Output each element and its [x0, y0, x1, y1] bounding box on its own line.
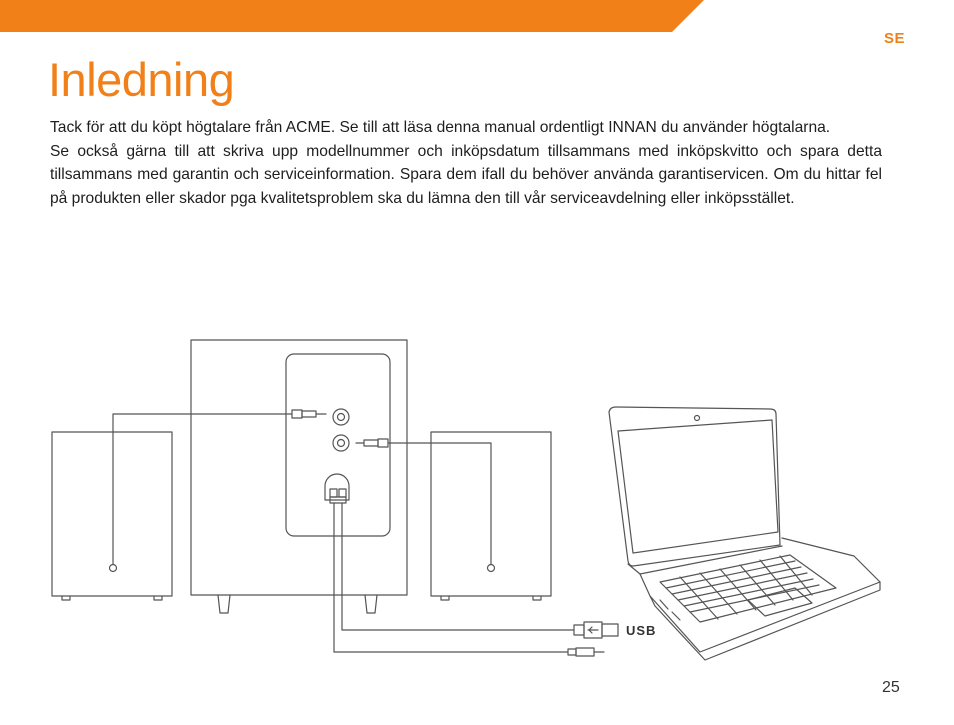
- left-satellite-speaker: [52, 432, 172, 600]
- page-title: Inledning: [48, 53, 235, 106]
- language-code: SE: [884, 30, 906, 47]
- speaker-connection-diagram: [0, 330, 954, 670]
- subwoofer: [191, 340, 407, 613]
- usb-label: USB: [626, 623, 657, 638]
- intro-paragraph-2: Se också gärna till att skriva upp modellnummer och inköpsdatum tillsammans med inköpskvitto och spara detta tillsammans med garantin och serviceinformation. Spara dem ifall du behöver använda garantiservicen. Om du hittar fel på produkten eller skador pga kvalitetsproblem ska du lämna den till vår serviceavdelning eller inköpsstället.: [50, 142, 882, 207]
- orange-header-banner: [0, 0, 954, 34]
- page-number: 25: [882, 679, 900, 696]
- intro-paragraph-1: Tack för att du köpt högtalare från ACME. Se till att läsa denna manual ordentligt INNAN du använder högtalarna.: [50, 119, 831, 136]
- intro-text: [50, 116, 882, 210]
